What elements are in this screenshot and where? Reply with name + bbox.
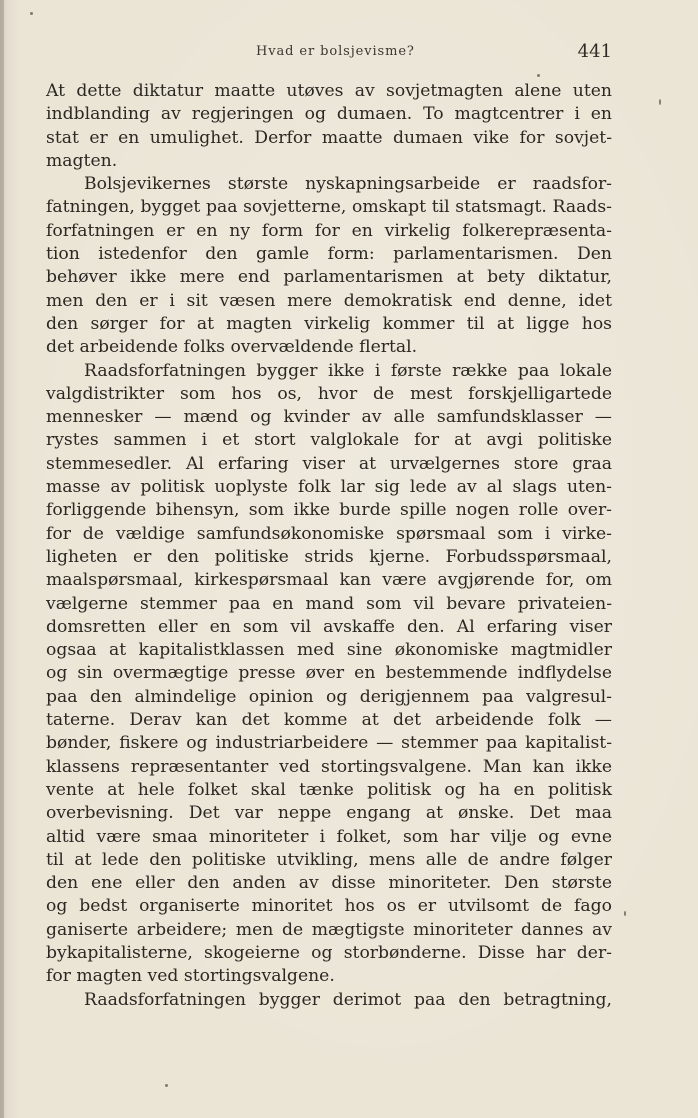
text-line: for de vældige samfundsøkonomiske spørsmaal som i virke- <box>46 523 612 544</box>
text-line: vælgerne stemmer paa en mand som vil bevare privateien- <box>46 593 612 614</box>
print-speck <box>659 99 661 105</box>
text-line: og bedst organiserte minoritet hos os er utvilsomt de fago <box>46 896 612 917</box>
text-line: det arbeidende folks overvældende flertal. <box>46 337 418 358</box>
text-line: mennesker — mænd og kvinder av alle samfundsklasser — <box>46 407 612 428</box>
text-line: ganiserte arbeidere; men de mægtigste minoriteter dannes av <box>46 919 612 940</box>
text-line: tion istedenfor den gamle form: parlamentarismen. Den <box>46 244 612 265</box>
text-line: ligheten er den politiske strids kjerne. Forbudsspørsmaal, <box>46 546 612 567</box>
paragraph-start-line: Raadsforfatningen bygger ikke i første række paa lokale <box>84 360 612 381</box>
text-line: behøver ikke mere end parlamentarismen at bety diktatur, <box>46 267 612 288</box>
text-line: overbevisning. Det var neppe engang at ønske. Det maa <box>46 803 612 824</box>
text-line: At dette diktatur maatte utøves av sovjetmagten alene uten <box>46 81 612 101</box>
text-line: ogsaa at kapitalistklassen med sine økonomiske magtmidler <box>46 640 612 661</box>
print-speck <box>30 12 33 15</box>
text-line: stat er en umulighet. Derfor maatte dumaen vike for sovjet- <box>46 127 612 148</box>
paragraph-start-line: Bolsjevikernes største nyskapningsarbeide er raadsfor- <box>84 174 612 195</box>
text-line: den sørger for at magten virkelig kommer til at ligge hos <box>46 313 612 334</box>
text-line: valgdistrikter som hos os, hvor de mest forskjelligartede <box>46 383 612 404</box>
text-line: men den er i sit væsen mere demokratisk end denne, idet <box>46 290 612 311</box>
text-line: domsretten eller en som vil avskaffe den. Al erfaring viser <box>46 616 612 637</box>
print-speck <box>624 911 626 916</box>
text-line: den ene eller den anden av disse minoriteter. Den største <box>46 873 612 894</box>
text-line: stemmesedler. Al erfaring viser at urvælgernes store graa <box>46 453 612 474</box>
body-text <box>46 80 612 1012</box>
text-line: bykapitalisterne, skogeierne og storbønderne. Disse har der- <box>46 942 612 963</box>
text-line: fatningen, bygget paa sovjetterne, omskapt til statsmagt. Raads- <box>46 197 612 218</box>
print-speck <box>537 74 540 77</box>
page-binding-edge <box>0 0 4 1118</box>
text-line: indblanding av regjeringen og dumaen. To magtcentrer i en <box>46 104 612 125</box>
text-line: rystes sammen i et stort valglokale for at avgi politiske <box>46 430 612 451</box>
page-header <box>46 41 612 70</box>
text-line: maalspørsmaal, kirkespørsmaal kan være avgjørende for, om <box>46 570 612 591</box>
text-line: forliggende bihensyn, som ikke burde spille nogen rolle over- <box>46 500 612 521</box>
text-line: for magten ved stortingsvalgene. <box>46 966 335 987</box>
text-line: altid være smaa minoriteter i folket, som har vilje og evne <box>46 826 612 847</box>
text-line: bønder, fiskere og industriarbeidere — stemmer paa kapitalist- <box>46 733 612 754</box>
text-line: til at lede den politiske utvikling, mens alle de andre følger <box>46 849 612 870</box>
text-line: klassens repræsentanter ved stortingsvalgene. Man kan ikke <box>46 756 612 777</box>
text-line: paa den almindelige opinion og derigjennem paa valgresul- <box>46 686 612 707</box>
text-line: magten. <box>46 150 118 171</box>
text-line: og sin overmægtige presse øver en bestemmende indflydelse <box>46 663 612 684</box>
print-speck <box>165 1084 168 1087</box>
running-head: Hvad er bolsjevisme? <box>256 44 415 59</box>
text-line: forfatningen er en ny form for en virkelig folkerepræsenta- <box>46 220 612 241</box>
text-line: taterne. Derav kan det komme at det arbeidende folk — <box>46 710 612 731</box>
text-line: vente at hele folket skal tænke politisk og ha en politisk <box>46 779 612 800</box>
page-number: 441 <box>577 41 612 62</box>
paragraph-start-line: Raadsforfatningen bygger derimot paa den betragtning, <box>84 989 612 1010</box>
text-line: masse av politisk uoplyste folk lar sig lede av al slags uten- <box>46 477 612 498</box>
